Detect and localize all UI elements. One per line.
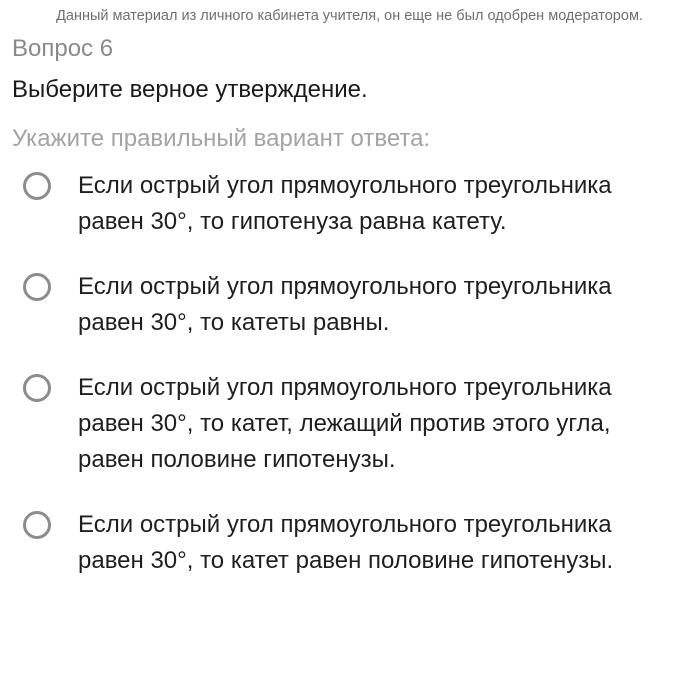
answer-options	[0, 170, 699, 610]
answer-option-label: Если острый угол прямоугольного треугольника равен 30°, то катеты равны.	[78, 273, 612, 336]
question-text: Выберите верное утверждение.	[12, 76, 368, 103]
moderation-notice: Данный материал из личного кабинета учителя, он еще не был одобрен модератором.	[56, 8, 643, 24]
answer-instruction: Укажите правильный вариант ответа:	[12, 125, 431, 152]
answer-option-label: Если острый угол прямоугольного треугольника равен 30°, то катет, лежащий против этого угла, равен половине гипотенузы.	[78, 374, 612, 473]
answer-option-label: Если острый угол прямоугольного треугольника равен 30°, то гипотенуза равна катету.	[78, 172, 612, 235]
answer-option-4[interactable]	[0, 509, 699, 579]
question-number: Вопрос 6	[12, 35, 114, 62]
answer-option-label: Если острый угол прямоугольного треугольника равен 30°, то катет равен половине гипотенузы.	[78, 511, 614, 574]
radio-button-1[interactable]	[23, 172, 51, 200]
radio-button-2[interactable]	[23, 273, 51, 301]
radio-button-4[interactable]	[23, 511, 51, 539]
answer-option-2[interactable]	[0, 271, 699, 341]
radio-button-3[interactable]	[23, 374, 51, 402]
answer-option-3[interactable]	[0, 372, 699, 478]
answer-option-1[interactable]	[0, 170, 699, 240]
